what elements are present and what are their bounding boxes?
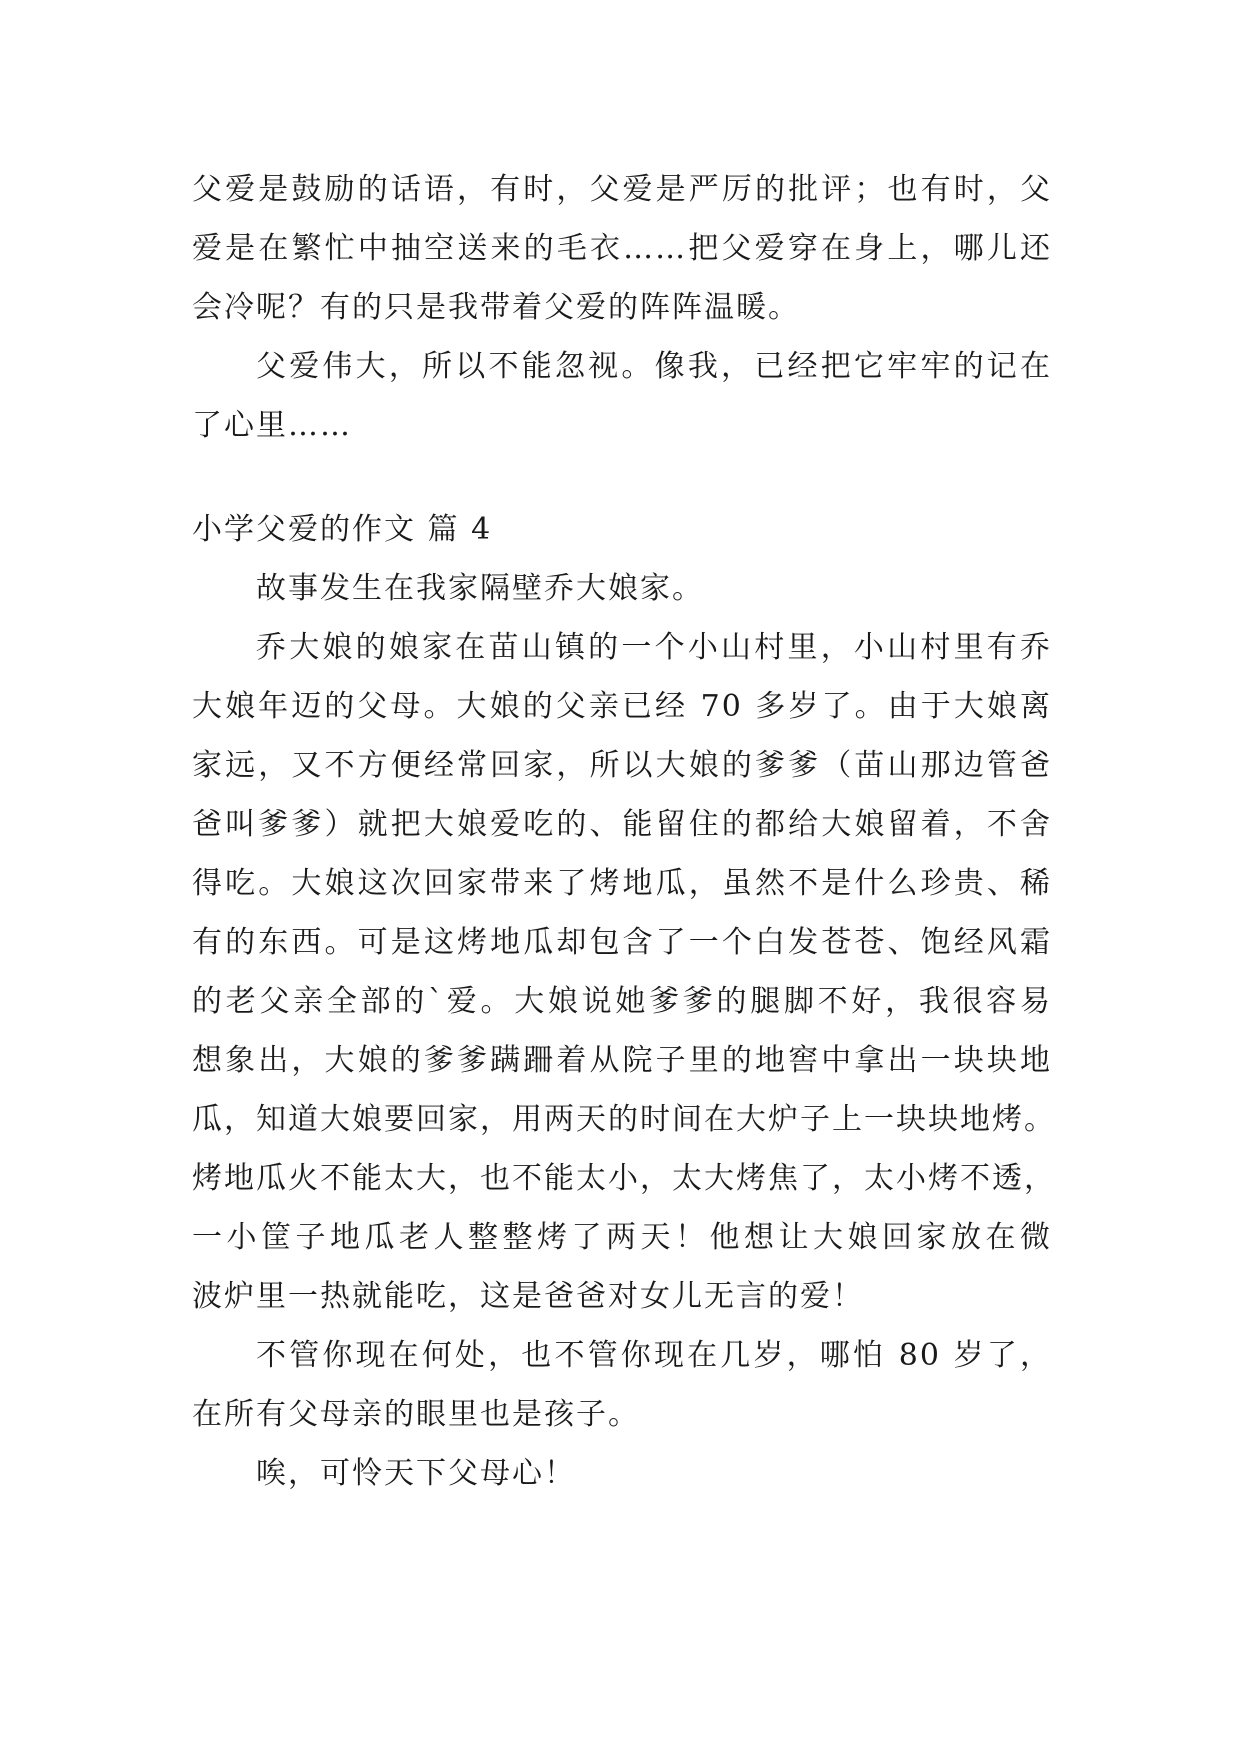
text-line: 故事发生在我家隔壁乔大娘家。: [256, 571, 704, 606]
text-line: 得吃。大娘这次回家带来了烤地瓜，虽然不是什么珍贵、稀: [192, 866, 1052, 901]
paragraph: [192, 160, 1052, 337]
text-line: 波炉里一热就能吃，这是爸爸对女儿无言的爱！: [192, 1279, 864, 1314]
text-line: 父爱是鼓励的话语，有时，父爱是严厉的批评；也有时，父: [192, 172, 1052, 207]
text-line: 了心里……: [192, 408, 352, 443]
text-line: 父爱伟大，所以不能忽视。像我，已经把它牢牢的记在: [256, 349, 1052, 384]
text-line: 家远，又不方便经常回家，所以大娘的爹爹（苗山那边管爸: [192, 748, 1052, 783]
text-line: 烤地瓜火不能太大，也不能太小，太大烤焦了，太小烤不透，: [192, 1161, 1056, 1196]
text-line: 大娘年迈的父母。大娘的父亲已经 70 多岁了。由于大娘离: [192, 689, 1052, 724]
text-line: 想象出，大娘的爹爹蹒跚着从院子里的地窖中拿出一块块地: [192, 1043, 1052, 1078]
text-line: 在所有父母亲的眼里也是孩子。: [192, 1397, 640, 1432]
document-page: [192, 160, 1056, 1503]
text-line: 爱是在繁忙中抽空送来的毛衣……把父爱穿在身上，哪儿还: [192, 231, 1052, 266]
text-line: 唉，可怜天下父母心！: [256, 1456, 576, 1491]
text-line: 不管你现在何处，也不管你现在几岁，哪怕 80 岁了，: [256, 1338, 1052, 1373]
text-line: 瓜，知道大娘要回家，用两天的时间在大炉子上一块块地烤。: [192, 1102, 1056, 1137]
text-line: 一小筐子地瓜老人整整烤了两天！他想让大娘回家放在微: [192, 1220, 1052, 1255]
paragraph: [192, 559, 1052, 618]
paragraph: [192, 1326, 1052, 1444]
section-title: 小学父爱的作文 篇 4: [192, 512, 493, 547]
text-line: 乔大娘的娘家在苗山镇的一个小山村里，小山村里有乔: [256, 630, 1052, 665]
section-spacer: [192, 455, 1052, 500]
text-line: 爸叫爹爹）就把大娘爱吃的、能留住的都给大娘留着，不舍: [192, 807, 1052, 842]
text-line: 有的东西。可是这烤地瓜却包含了一个白发苍苍、饱经风霜: [192, 925, 1052, 960]
text-line: 的老父亲全部的`爱。大娘说她爹爹的腿脚不好，我很容易: [192, 984, 1052, 1019]
paragraph: [192, 1444, 1052, 1503]
text-line: 会冷呢？有的只是我带着父爱的阵阵温暖。: [192, 290, 800, 325]
paragraph: [192, 618, 1056, 1326]
paragraph: [192, 337, 1052, 455]
